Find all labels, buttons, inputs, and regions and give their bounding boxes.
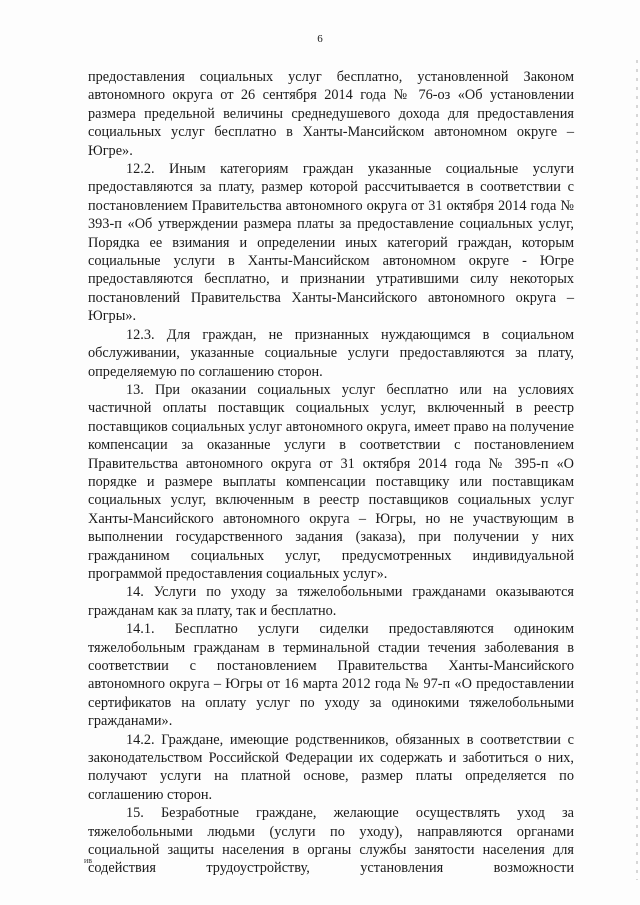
paragraph-14: 14. Услуги по уходу за тяжелобольными гражданами оказываются гражданам как за плату, так и бесплатно. [88,584,574,619]
scan-edge-artifact [636,60,638,880]
paragraph-12-3: 12.3. Для граждан, не признанных нуждающимся в социальном обслуживании, указанные социальные услуги предоставляются за плату, определяемую по соглашению сторон. [88,326,574,380]
paragraph-14-1: 14.1. Бесплатно услуги сиделки предоставляются одиноким тяжелобольным гражданам в терминальной стадии течения заболевания в соответствии с постановлением Правительства Ханты-Мансийского автономного округа – Югры от 16 марта 2012 года № 97-п «О предоставлении сертификатов на оплату услуг по уходу за одинокими тяжелобольными гражданами». [88,621,574,730]
paragraph-14-2: 14.2. Граждане, имеющие родственников, обязанных в соответствии с законодательством Российской Федерации их содержать и заботиться о них, получают услуги на платной основе, размер платы определяется по соглашению сторон. [88,731,574,803]
footer-initials: ив [84,856,93,865]
page-number: 6 [317,33,323,45]
paragraph-12-2: 12.2. Иным категориям граждан указанные социальные услуги предоставляются за плату, размер которой рассчитывается в соответствии с постановлением Правительства автономного округа от 31 октября 2014 года № 393-п «Об утверждении размера платы за предоставление социальных услуг, Порядка ее взимания и определении иных категорий граждан, которым социальные услуги в Ханты-Мансийском автономном округе - Югре предоставляются бесплатно, и признании утратившими силу некоторых постановлений Правительства Ханты-Мансийского автономного округа – Югры». [88,161,574,325]
document-body [88,68,574,878]
paragraph-13: 13. При оказании социальных услуг бесплатно или на условиях частичной оплаты поставщик социальных услуг, включенный в реестр поставщиков социальных услуг автономного округа, имеет право на получение компенсации за оказанные услуги в соответствии с постановлением Правительства автономного округа от 31 октября 2014 года № 395-п «О порядке и размере выплаты компенсации поставщику или поставщикам социальных услуг, включенным в реестр поставщиков социальных услуг Ханты-Мансийского автономного округа – Югры, но не участвующим в выполнении государственного задания (заказа), при получении у них гражданином социальных услуг, предусмотренных индивидуальной программой предоставления социальных услуг». [88,381,574,582]
paragraph-continuation: предоставления социальных услуг бесплатно, установленной Законом автономного округа от 26 сентября 2014 года № 76-оз «Об установлении размера предельной величины среднедушевого дохода для предоставления социальных услуг бесплатно в Ханты-Мансийском автономном округе – Югре». [88,69,574,159]
paragraph-15: 15. Безработные граждане, желающие осуществлять уход за тяжелобольными людьми (услуги по уходу), направляются органами социальной защиты населения в органы службы занятости населения для содействия трудоустройству, установления возможности [88,805,574,877]
